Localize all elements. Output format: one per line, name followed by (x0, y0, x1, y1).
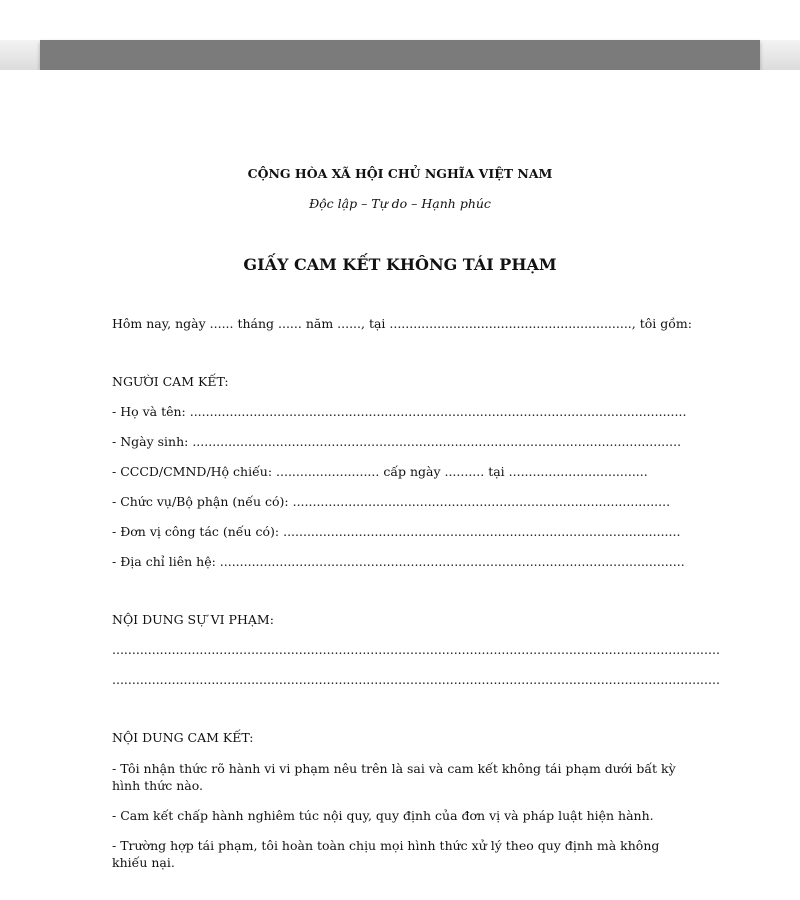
intro-line: Hôm nay, ngày ...... tháng ...... năm ......, tại ............................................................., tôi gồm: (112, 316, 692, 331)
document-page (0, 70, 800, 900)
violation-line-1: ......................................................................................................................................................... (112, 642, 720, 657)
violation-heading: NỘI DUNG SỰ VI PHẠM: (112, 612, 274, 627)
committer-heading: NGƯỜI CAM KẾT: (112, 374, 229, 389)
commitment-item-3: - Trường hợp tái phạm, tôi hoàn toàn chịu mọi hình thức xử lý theo quy định mà không khiếu nại. (112, 838, 660, 870)
position-field: - Chức vụ/Bộ phận (nếu có): ............................................................................................... (112, 494, 671, 509)
violation-line-2: ......................................................................................................................................................... (112, 672, 720, 687)
full-name-field: - Họ và tên: ............................................................................................................................. (112, 404, 687, 419)
commitment-item-2: - Cam kết chấp hành nghiêm túc nội quy, quy định của đơn vị và pháp luật hiện hành. (112, 808, 654, 823)
commitment-heading: NỘI DUNG CAM KẾT: (112, 730, 254, 745)
address-field: - Địa chỉ liên hệ: ..................................................................................................................... (112, 554, 685, 569)
national-name: CỘNG HÒA XÃ HỘI CHỦ NGHĨA VIỆT NAM (247, 166, 553, 181)
document-title: GIẤY CAM KẾT KHÔNG TÁI PHẠM (243, 255, 557, 274)
commitment-item-1: - Tôi nhận thức rõ hành vi vi phạm nêu trên là sai và cam kết không tái phạm dưới bất kỳ hình thức nào. (112, 761, 676, 793)
id-number-field: - CCCD/CMND/Hộ chiếu: .......................... cấp ngày .......... tại ................................... (112, 464, 648, 479)
national-motto: Độc lập – Tự do – Hạnh phúc (309, 196, 491, 211)
workplace-field: - Đơn vị công tác (nếu có): .................................................................................................... (112, 524, 681, 539)
birth-date-field: - Ngày sinh: ........................................................................................................................... (112, 434, 682, 449)
viewer-toolbar (40, 40, 760, 70)
